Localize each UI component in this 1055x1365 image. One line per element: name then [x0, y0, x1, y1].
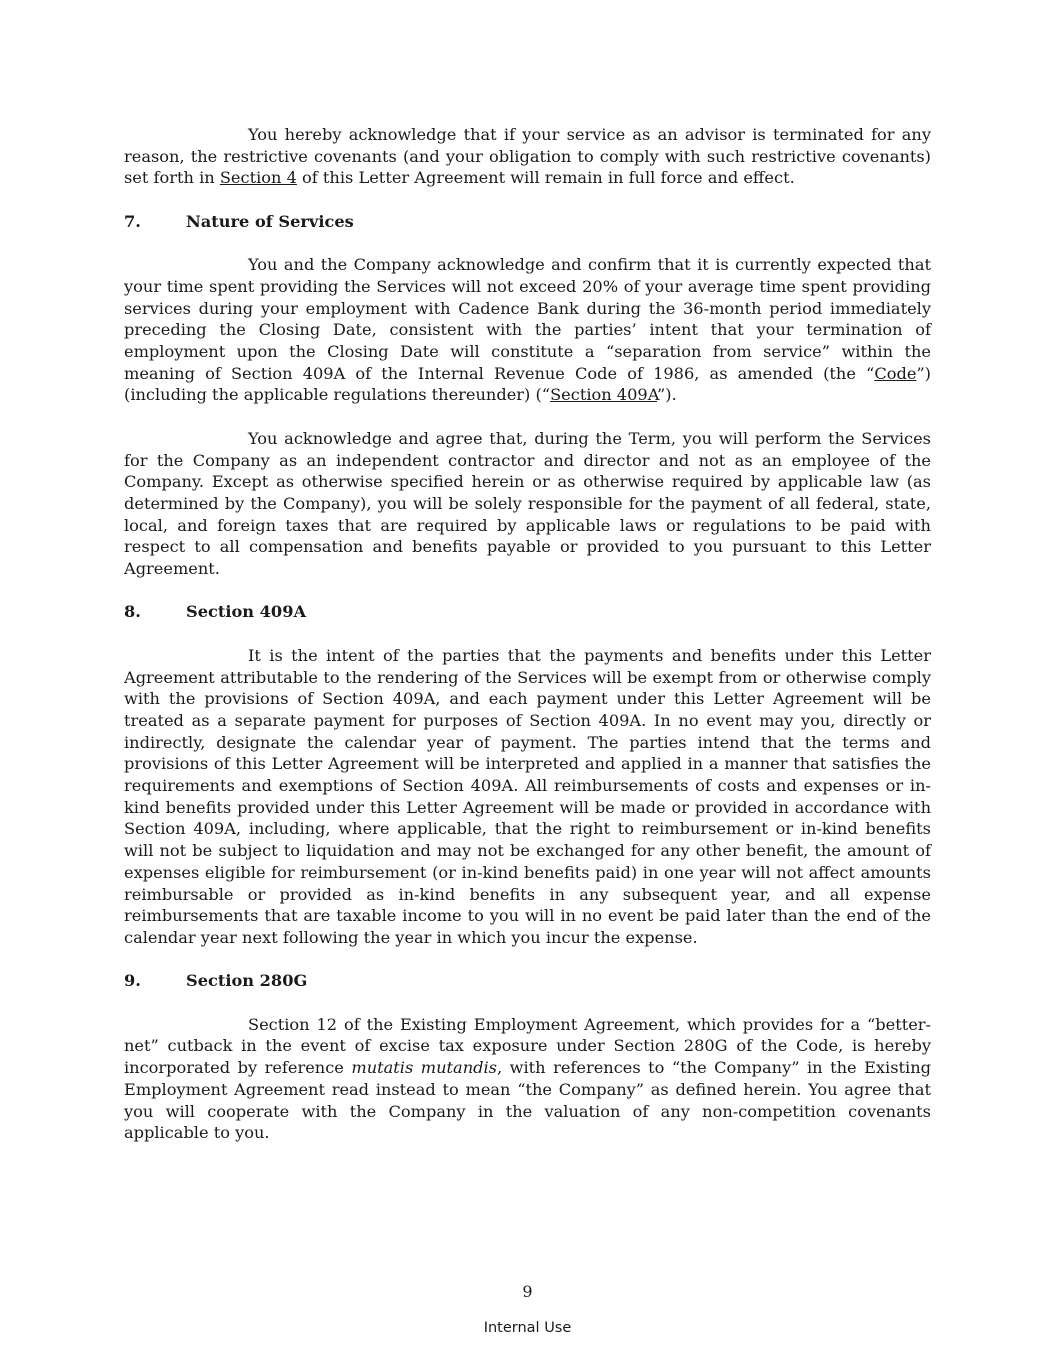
section-9-paragraph-1: Section 12 of the Existing Employment Agreement, which provides for a “better-net” cutback in the event of excise tax exposure under Section 280G of the Code, is hereby incorporated by reference mutatis mutandis, with references to “the Company” in the Existing Employment Agreement read instead to mean “the Company” as defined herein. You agree that you will cooperate with the Company in the valuation of any non-competition covenants applicable to you. [124, 1014, 931, 1143]
section-7-paragraph-2: You acknowledge and agree that, during the Term, you will perform the Services for the Company as an independent contractor and director and not as an employee of the Company. Except as otherwise specified herein or as otherwise required by applicable law (as determined by the Company), you will be solely responsible for the payment of all federal, state, local, and foreign taxes that are required by applicable laws or regulations to be paid with respect to all compensation and benefits payable or provided to you pursuant to this Letter Agreement. [124, 428, 931, 579]
section-8-paragraph-1: It is the intent of the parties that the payments and benefits under this Letter Agreement attributable to the rendering of the Services will be exempt from or otherwise comply with the provisions of Section 409A, and each payment under this Letter Agreement will be treated as a separate payment for purposes of Section 409A. In no event may you, directly or indirectly, designate the calendar year of payment. The parties intend that the terms and provisions of this Letter Agreement will be interpreted and applied in a manner that satisfies the requirements and exemptions of Section 409A. All reimbursements of costs and expenses or in-kind benefits provided under this Letter Agreement will be made or provided in accordance with Section 409A, including, where applicable, that the right to reimbursement or in-kind benefits will not be subject to liquidation and may not be exchanged for any other benefit, the amount of expenses eligible for reimbursement (or in-kind benefits paid) in one year will not affect amounts reimbursable or provided as in-kind benefits in any subsequent year, and all expense reimbursements that are taxable income to you will in no event be paid later than the end of the calendar year next following the year in which you incur the expense. [124, 645, 931, 947]
code-defined-term: Code [874, 363, 917, 383]
section-title: Section 409A [186, 602, 307, 622]
section-8-heading [124, 601, 931, 623]
classification-label: Internal Use [483, 1320, 572, 1336]
section-4-reference: Section 4 [219, 168, 297, 188]
section-7-paragraph-1: You and the Company acknowledge and confirm that it is currently expected that your time spent providing the Services will not exceed 20% of your average time spent providing services during your employment with Cadence Bank during the 36-month period immediately preceding the Closing Date, consistent with the parties’ intent that your termination of employment upon the Closing Date will constitute a “separation from service” within the meaning of Section 409A of the Internal Revenue Code of 1986, as amended (the “Code”) (including the applicable regulations thereunder) (“Section 409A”). [124, 255, 931, 405]
section-number: 7. [124, 211, 141, 231]
mutatis-mutandis-italic: mutatis mutandis [351, 1058, 497, 1078]
section-title: Section 280G [186, 971, 308, 991]
intro-paragraph: You hereby acknowledge that if your service as an advisor is terminated for any reason, the restrictive covenants (and your obligation to comply with such restrictive covenants) set forth in Section 4 of this Letter Agreement will remain in full force and effect. [124, 125, 931, 188]
section-number: 9. [124, 971, 141, 991]
section-7-heading [124, 211, 931, 233]
section-title: Nature of Services [186, 211, 354, 231]
section-409a-defined-term: Section 409A [550, 385, 658, 405]
page-number: 9 [522, 1282, 533, 1301]
section-9-heading [124, 970, 931, 992]
section-number: 8. [124, 602, 141, 622]
document-body [124, 124, 931, 1166]
